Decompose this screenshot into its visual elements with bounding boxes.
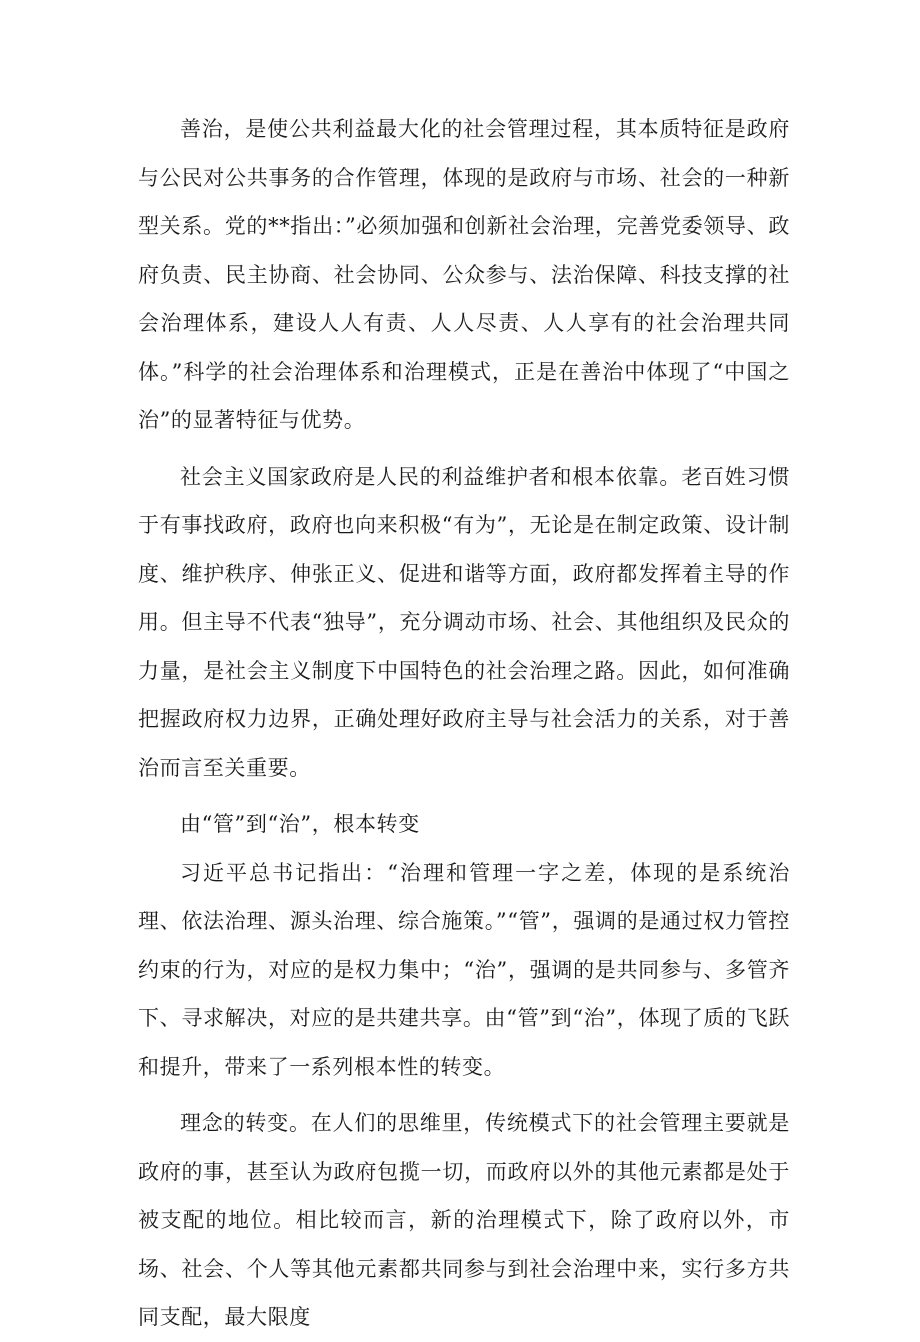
paragraph-concept-change: 理念的转变。在人们的思维里，传统模式下的社会管理主要就是政府的事，甚至认为政府包揽一切，而政府以外的其他元素都是处于被支配的地位。相比较而言，新的治理模式下，除了政府以外，市场、社会、个人等其他元素都共同参与到社会治理中来，实行多方共同支配，最大限度 <box>138 1111 790 1329</box>
paragraph-good-governance: 善治，是使公共利益最大化的社会管理过程，其本质特征是政府与公民对公共事务的合作管理，体现的是政府与市场、社会的一种新型关系。党的**指出：”必须加强和创新社会治理，完善党委领导、政府负责、民主协商、社会协同、公众参与、法治保障、科技支撑的社会治理体系，建设人人有责、人人尽责、人人享有的社会治理共同体。”科学的社会治理体系和治理模式，正是在善治中体现了“中国之治”的显著特征与优势。 <box>138 117 790 432</box>
paragraph-government-role: 社会主义国家政府是人民的利益维护者和根本依靠。老百姓习惯于有事找政府，政府也向来积极“有为”，无论是在制定政策、设计制度、维护秩序、伸张正义、促进和谐等方面，政府都发挥着主导的作用。但主导不代表“独导”，充分调动市场、社会、其他组织及民众的力量，是社会主义制度下中国特色的社会治理之路。因此，如何准确把握政府权力边界，正确处理好政府主导与社会活力的关系，对于善治而言至关重要。 <box>138 464 790 780</box>
paragraph-management-vs-governance: 习近平总书记指出：“治理和管理一字之差，体现的是系统治理、依法治理、源头治理、综合施策。”“管”，强调的是通过权力管控约束的行为，对应的是权力集中；“治”，强调的是共同参与、多管齐下、寻求解决，对应的是共建共享。由“管”到“治”，体现了质的飞跃和提升，带来了一系列根本性的转变。 <box>138 860 790 1079</box>
document-body <box>138 105 790 1342</box>
section-heading: 由“管”到“治”，根本转变 <box>180 812 420 836</box>
